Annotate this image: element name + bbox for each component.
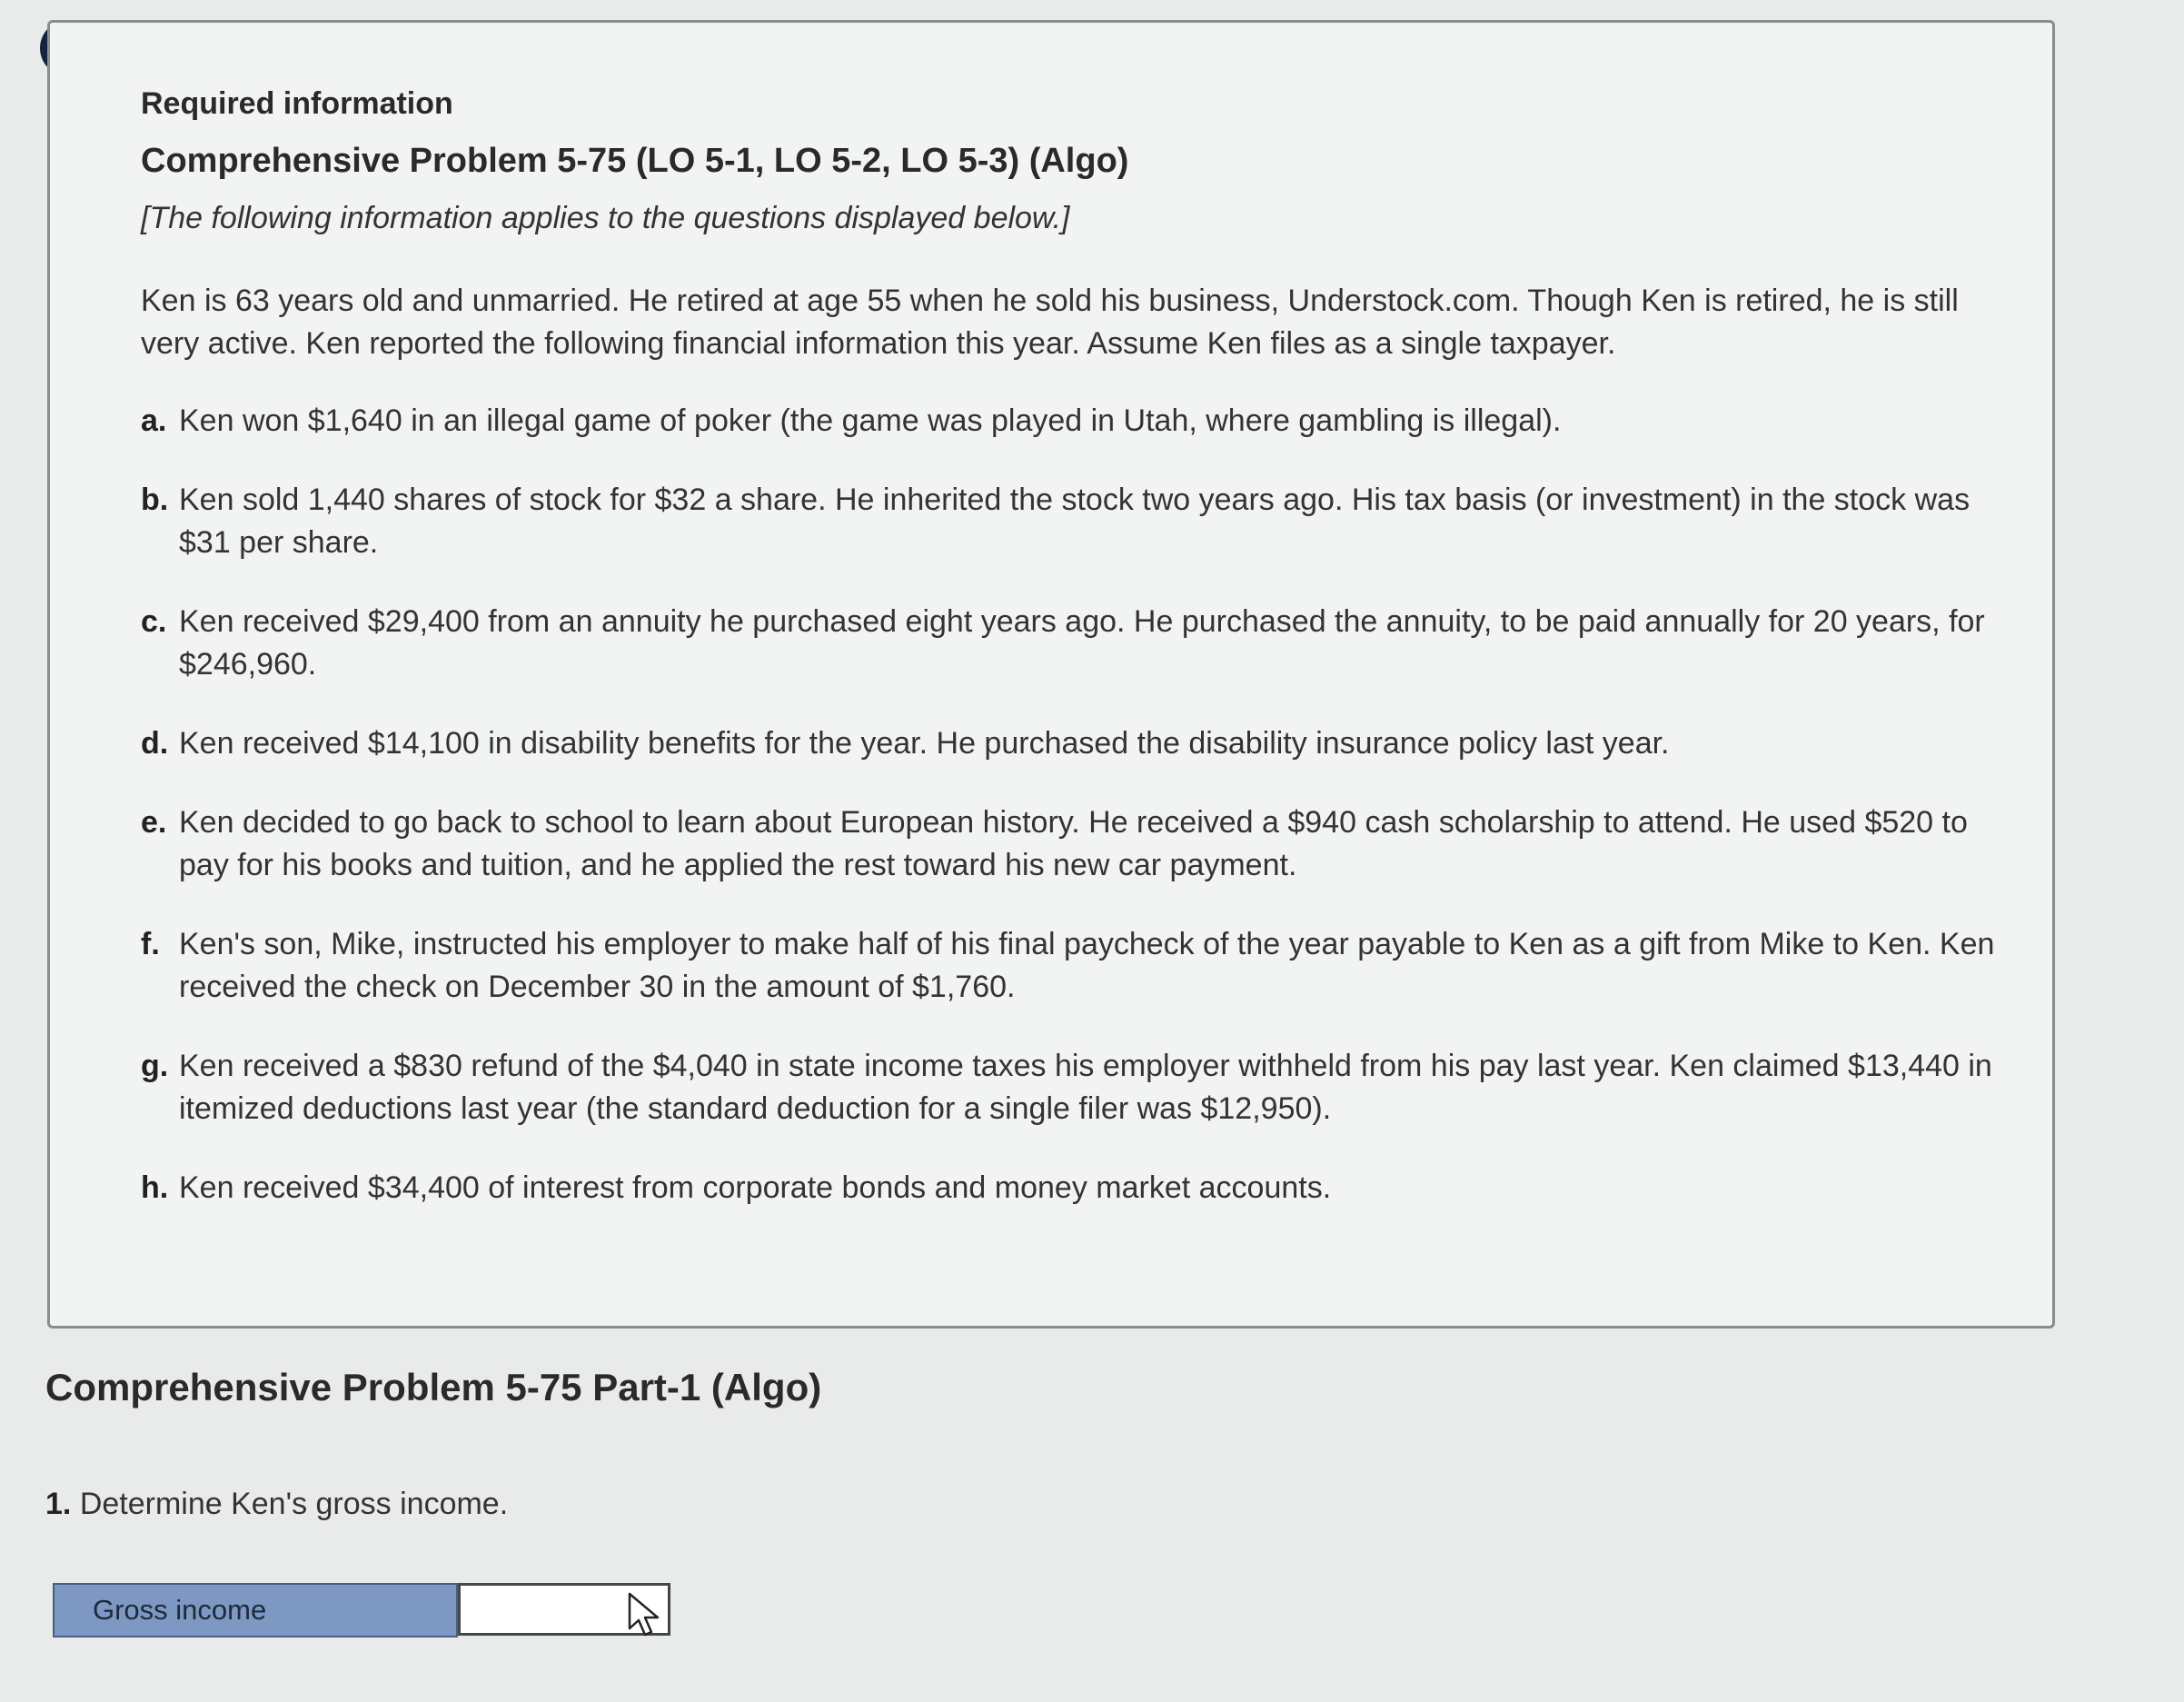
fact-letter: f. bbox=[141, 927, 160, 961]
fact-letter: h. bbox=[141, 1170, 169, 1205]
panel-content bbox=[141, 86, 2003, 1246]
fact-text: Ken's son, Mike, instructed his employer to make half of his final paycheck of the year payable to Ken as a gift from Mike to Ken. Ken received the check on December 30 in the amount of $1,760. bbox=[179, 927, 1995, 1004]
fact-letter: a. bbox=[141, 403, 167, 438]
fact-text: Ken won $1,640 in an illegal game of poker (the game was played in Utah, where gambling is illegal). bbox=[179, 403, 1562, 438]
part-heading: Comprehensive Problem 5-75 Part-1 (Algo) bbox=[45, 1366, 822, 1408]
gross-income-answer-row bbox=[53, 1583, 670, 1637]
fact-item-h bbox=[141, 1167, 2003, 1209]
gross-income-label: Gross income bbox=[53, 1583, 458, 1637]
fact-item-c bbox=[141, 601, 2003, 686]
applies-note: [The following information applies to the questions displayed below.] bbox=[141, 201, 1070, 235]
fact-letter: g. bbox=[141, 1049, 169, 1083]
fact-text: Ken received $34,400 of interest from corporate bonds and money market accounts. bbox=[179, 1170, 1332, 1205]
fact-text: Ken decided to go back to school to learn about European history. He received a $940 cash scholarship to attend. He used $520 to pay for his books and tuition, and he applied the rest toward his new car payment. bbox=[179, 805, 1968, 882]
fact-item-g bbox=[141, 1045, 2003, 1130]
fact-letter: b. bbox=[141, 483, 169, 517]
fact-item-e bbox=[141, 801, 2003, 887]
problem-title: Comprehensive Problem 5-75 (LO 5-1, LO 5-2, LO 5-3) (Algo) bbox=[141, 142, 1129, 180]
question-number: 1. bbox=[45, 1487, 72, 1521]
fact-text: Ken sold 1,440 shares of stock for $32 a share. He inherited the stock two years ago. His tax basis (or investment) in the stock was $31 per share. bbox=[179, 483, 1971, 560]
fact-item-d bbox=[141, 722, 2003, 765]
intro-paragraph: Ken is 63 years old and unmarried. He retired at age 55 when he sold his business, Understock.com. Though Ken is retired, he is still very active. Ken reported the following financial information this year. Assume Ken files as a single taxpayer. bbox=[141, 284, 1959, 361]
question-1 bbox=[45, 1487, 508, 1522]
mouse-pointer-icon bbox=[627, 1592, 663, 1637]
fact-item-a bbox=[141, 400, 2003, 443]
fact-letter: e. bbox=[141, 805, 167, 840]
fact-text: Ken received a $830 refund of the $4,040 in state income taxes his employer withheld from his pay last year. Ken claimed $13,440 in itemized deductions last year (the standard deduction for a single filer was $12,950). bbox=[179, 1049, 1992, 1126]
fact-text: Ken received $14,100 in disability benefits for the year. He purchased the disability insurance policy last year. bbox=[179, 726, 1670, 761]
fact-item-b bbox=[141, 479, 2003, 564]
fact-letter: c. bbox=[141, 604, 167, 639]
question-text: Determine Ken's gross income. bbox=[79, 1487, 509, 1521]
required-information-panel bbox=[47, 20, 2055, 1329]
fact-item-f bbox=[141, 923, 2003, 1009]
facts-list bbox=[141, 400, 2003, 1209]
fact-text: Ken received $29,400 from an annuity he purchased eight years ago. He purchased the annuity, to be paid annually for 20 years, for $246,960. bbox=[179, 604, 1985, 682]
required-information-heading: Required information bbox=[141, 86, 453, 121]
fact-letter: d. bbox=[141, 726, 169, 761]
